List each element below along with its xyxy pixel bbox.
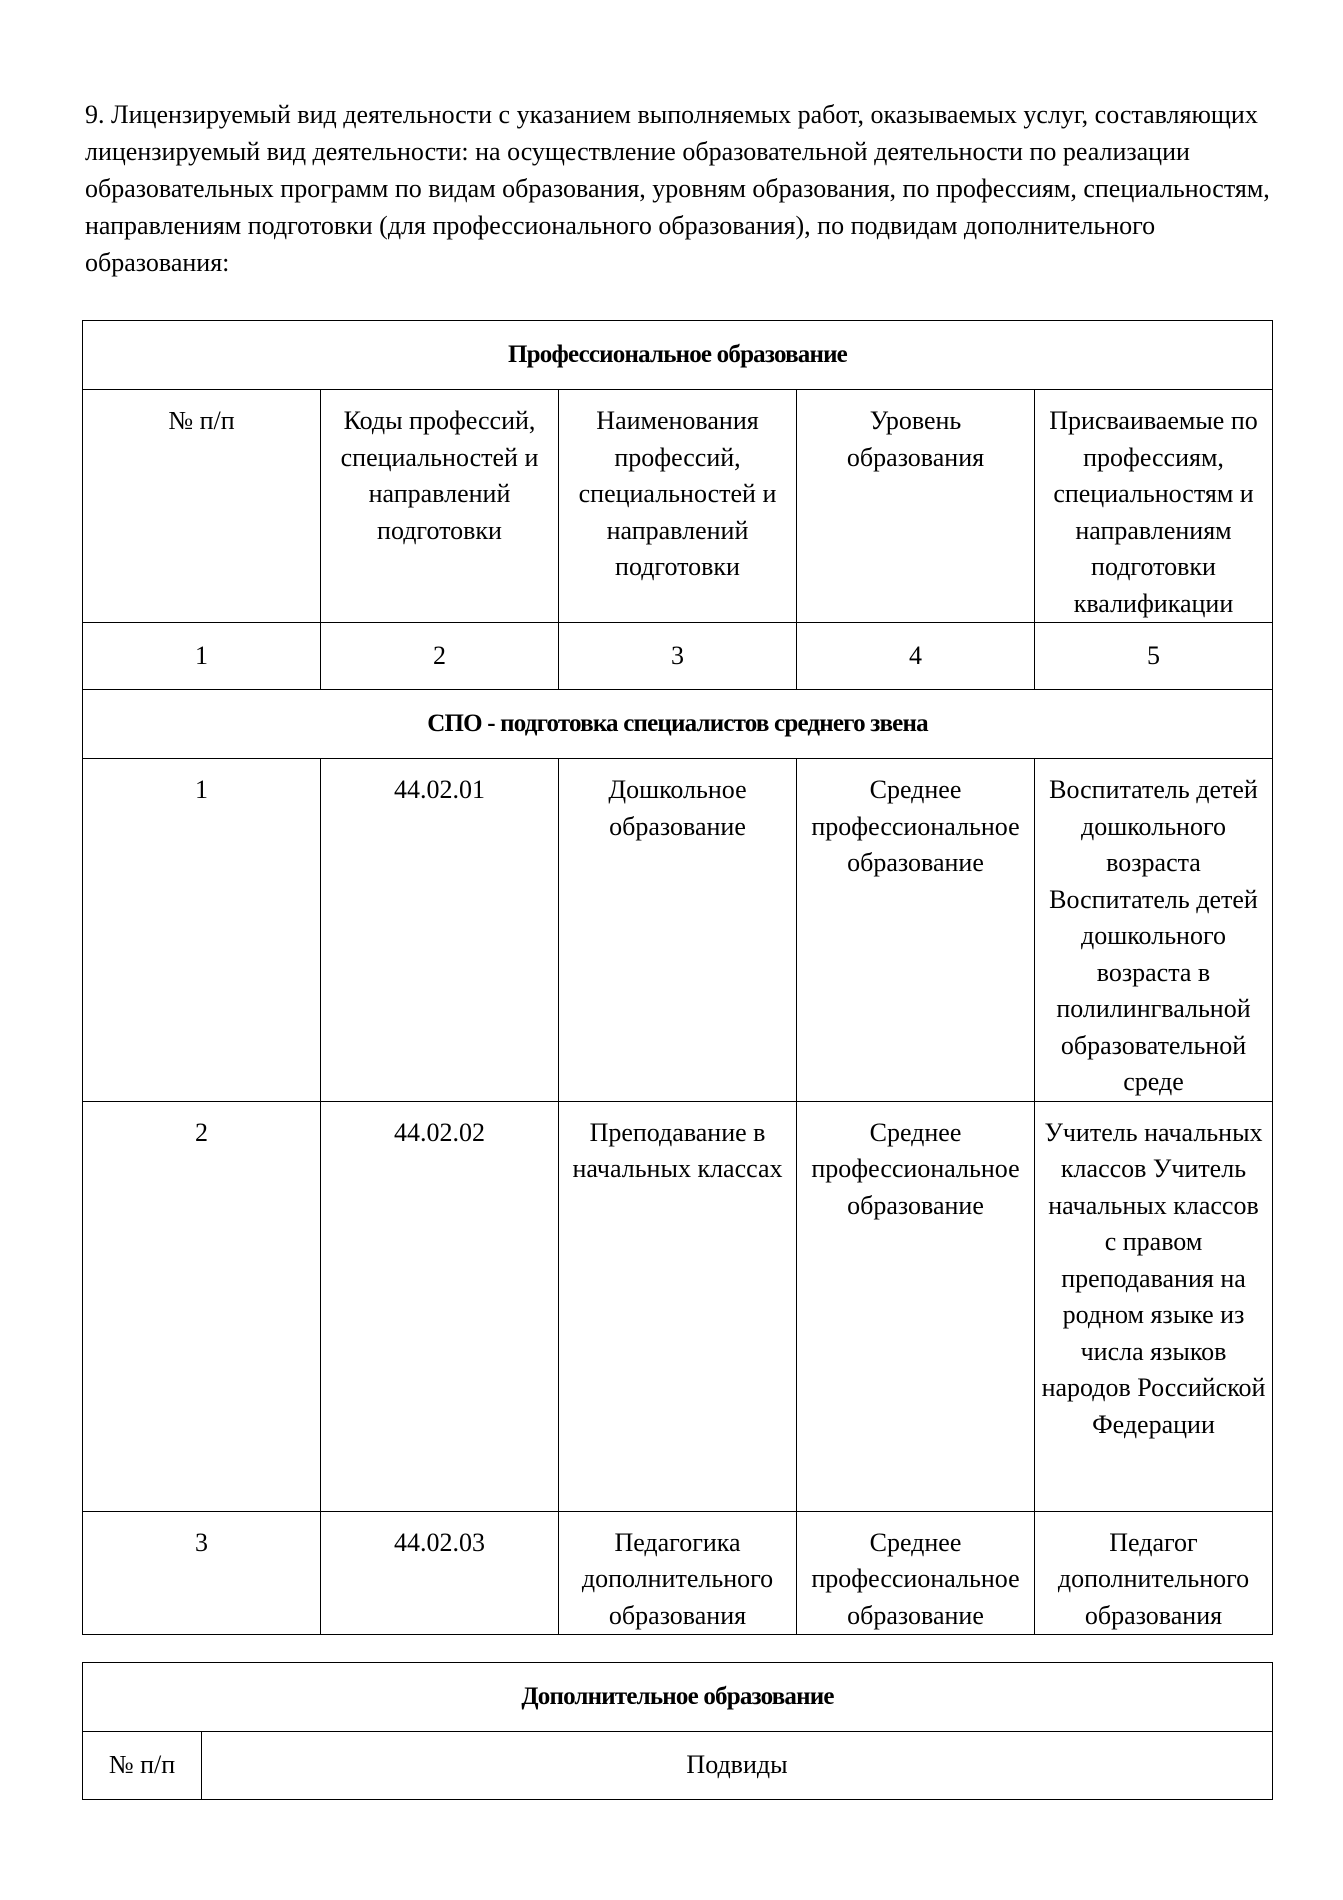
column-header-codes: Коды профессий, специальностей и направлений подготовки <box>321 390 559 623</box>
row-code: 44.02.02 <box>321 1101 559 1511</box>
row-name: Педагогика дополнительного образования <box>559 1511 797 1635</box>
column-header-subtypes: Подвиды <box>202 1732 1273 1800</box>
column-header-number: № п/п <box>83 1732 202 1800</box>
row-code: 44.02.01 <box>321 759 559 1102</box>
row-qualification: Воспитатель детей дошкольного возраста Воспитатель детей дошкольного возраста в полилингвальной образовательной среде <box>1035 759 1273 1102</box>
column-header-qualification: Присваиваемые по профессиям, специальностям и направлениям подготовки квалификации <box>1035 390 1273 623</box>
table-row <box>83 759 1273 1102</box>
table-title: Профессиональное образование <box>83 321 1273 390</box>
additional-education-table <box>82 1662 1273 1800</box>
table-row <box>83 1101 1273 1511</box>
row-level: Среднее профессиональное образование <box>797 759 1035 1102</box>
column-number: 1 <box>83 623 321 690</box>
row-number: 2 <box>83 1101 321 1511</box>
column-number: 5 <box>1035 623 1273 690</box>
column-header-level: Уровень образования <box>797 390 1035 623</box>
intro-paragraph: 9. Лицензируемый вид деятельности с указанием выполняемых работ, оказываемых услуг, составляющих лицензируемый вид деятельности: на осуществление образовательной деятельности по реализации образовательных программ по видам образования, уровням образования, по профессиям, специальностям, направлениям подготовки (для профессионального образования), по подвидам дополнительного образования: <box>85 100 1270 277</box>
row-qualification: Учитель начальных классов Учитель начальных классов с правом преподавания на родном языке из числа языков народов Российской Федерации <box>1035 1101 1273 1511</box>
row-qualification: Педагог дополнительного образования <box>1035 1511 1273 1635</box>
column-header-number: № п/п <box>83 390 321 623</box>
column-header-names: Наименования профессий, специальностей и направлений подготовки <box>559 390 797 623</box>
column-number: 3 <box>559 623 797 690</box>
table-row <box>83 1511 1273 1635</box>
row-level: Среднее профессиональное образование <box>797 1101 1035 1511</box>
row-number: 1 <box>83 759 321 1102</box>
professional-education-table <box>82 320 1273 1635</box>
column-number: 4 <box>797 623 1035 690</box>
row-name: Преподавание в начальных классах <box>559 1101 797 1511</box>
row-name: Дошкольное образование <box>559 759 797 1102</box>
row-number: 3 <box>83 1511 321 1635</box>
table-title: Дополнительное образование <box>83 1663 1273 1732</box>
column-number: 2 <box>321 623 559 690</box>
row-code: 44.02.03 <box>321 1511 559 1635</box>
row-level: Среднее профессиональное образование <box>797 1511 1035 1635</box>
section-title: СПО - подготовка специалистов среднего звена <box>83 690 1273 759</box>
